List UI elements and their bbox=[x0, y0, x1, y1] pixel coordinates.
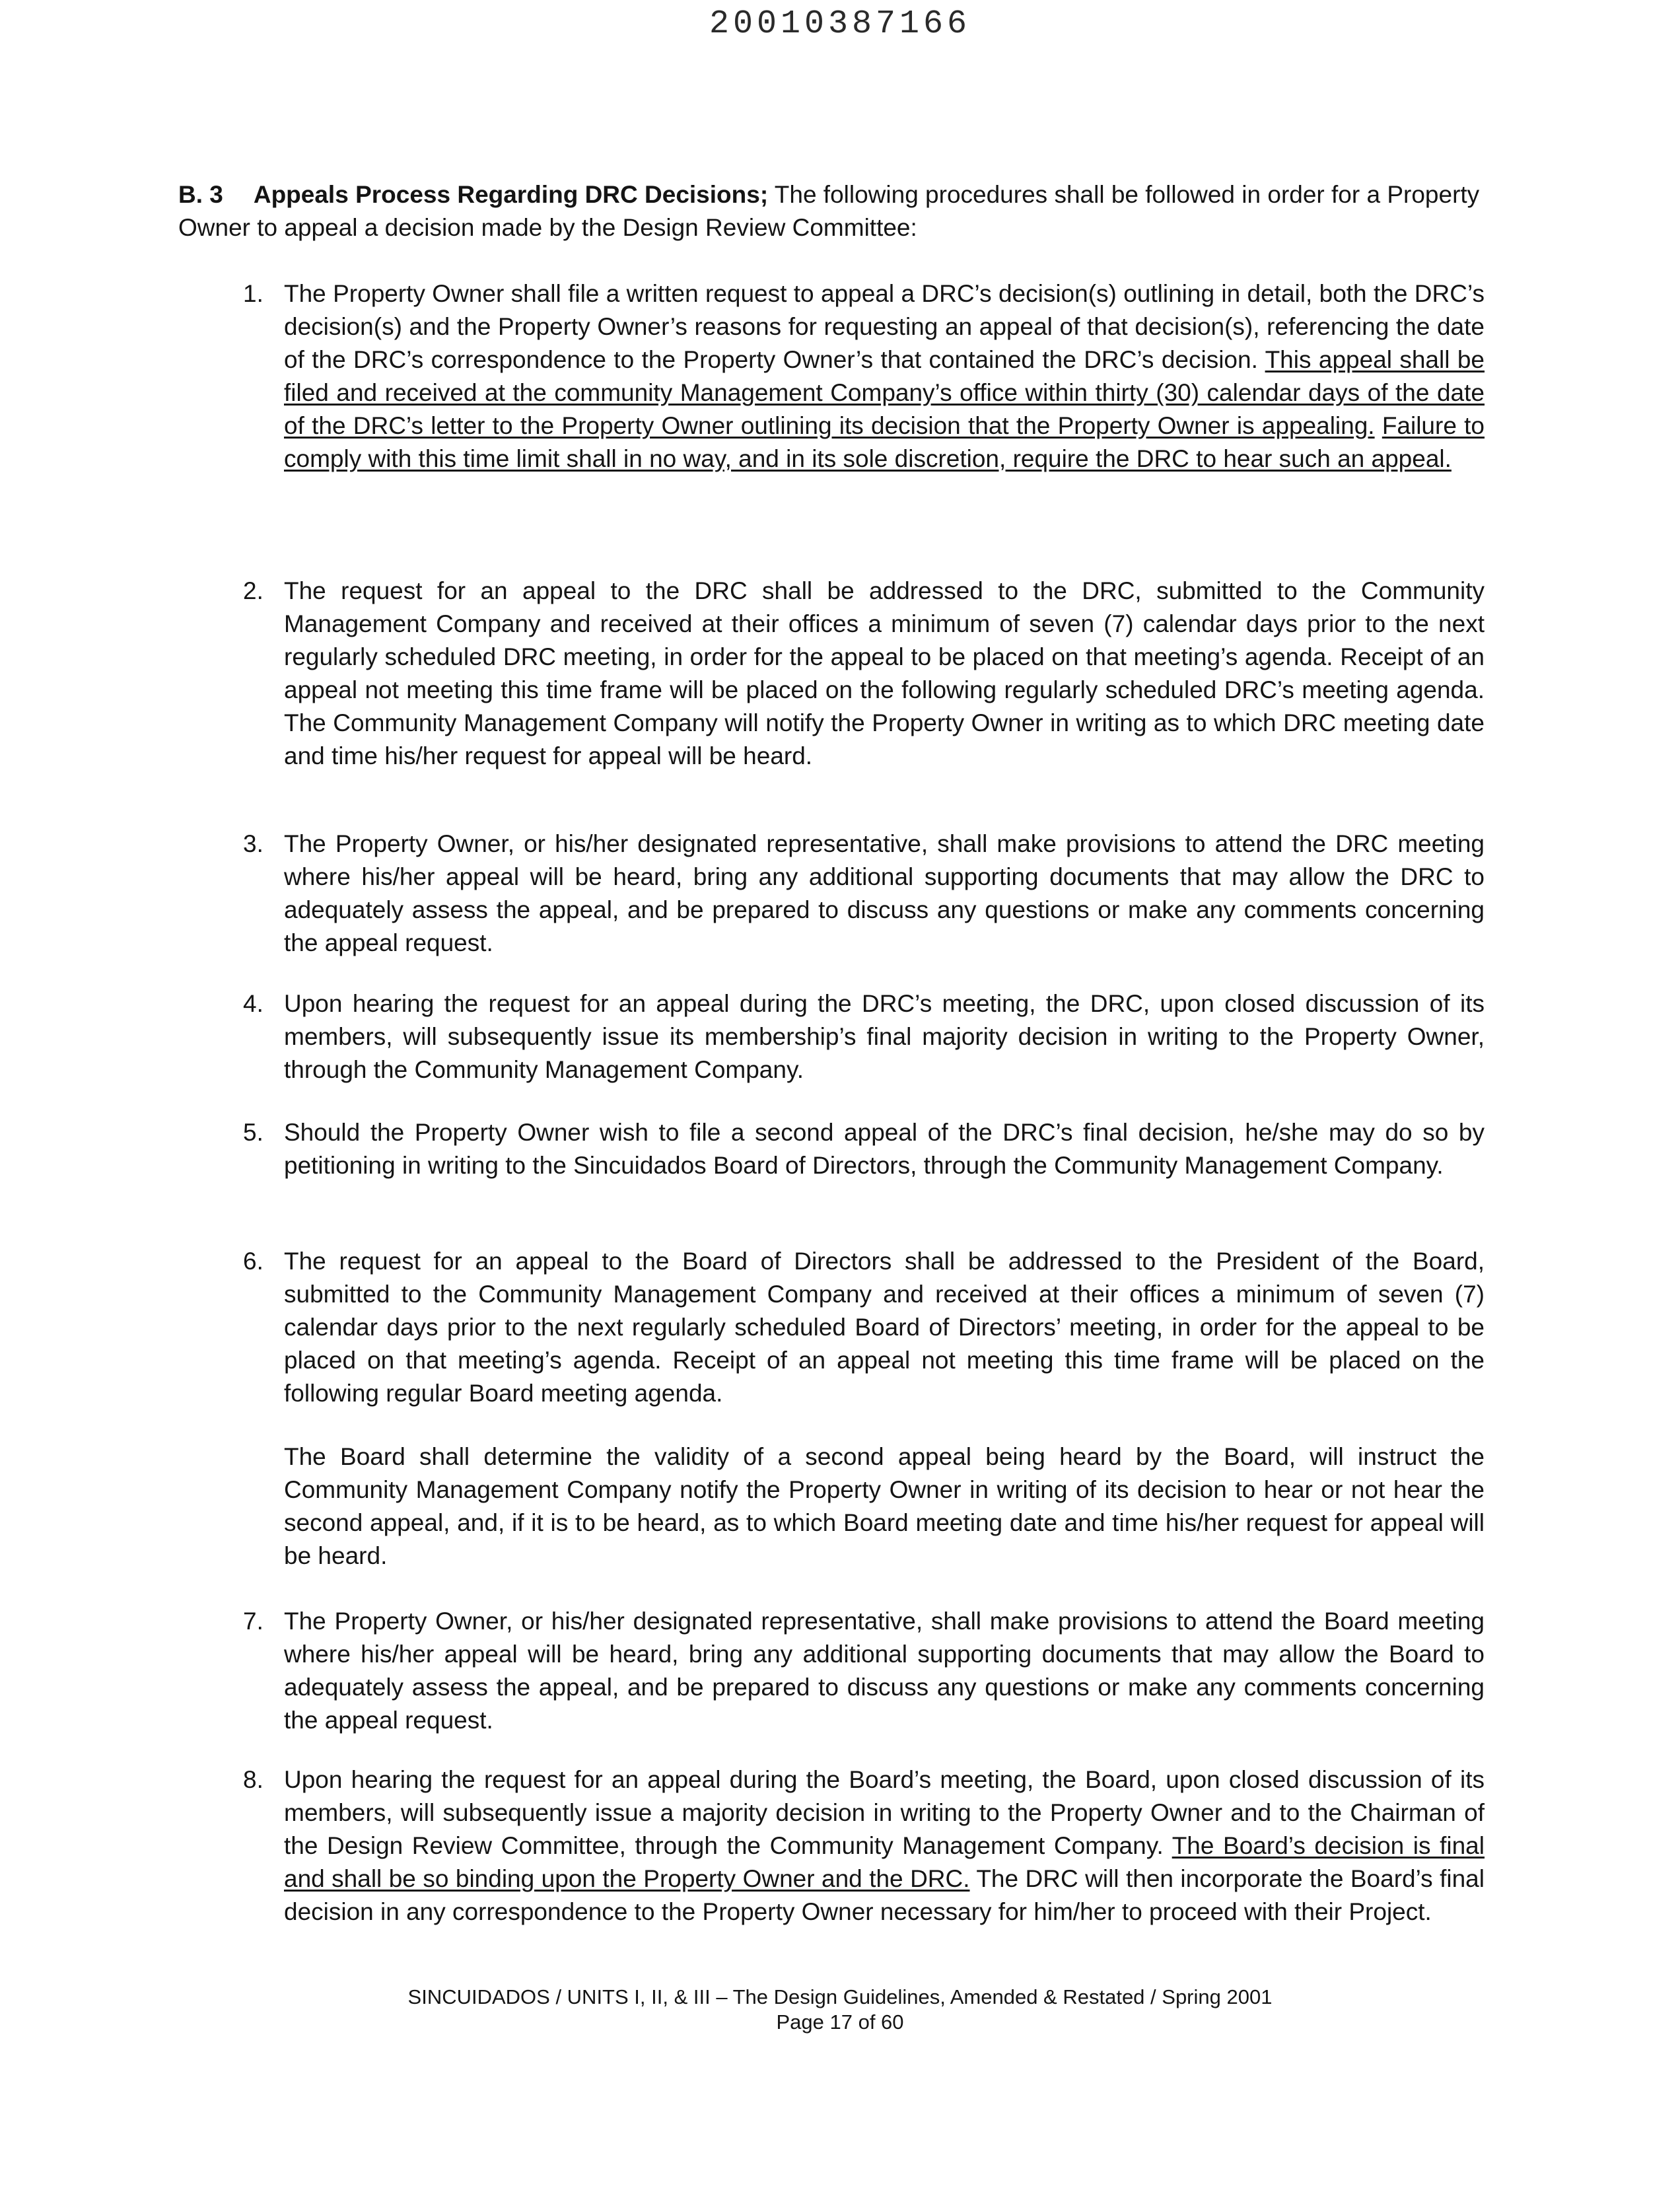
section-intro-text: The following procedures shall be followed in order for a Property Owner to appeal a decision made by the Design Review Committee: bbox=[178, 181, 1480, 241]
item-text: The Property Owner shall file a written request to appeal a DRC’s decision(s) outlining in detail, both the DRC’s decision(s) and the Property Owner’s reasons for requesting an appeal of that decision(s), referencing the date of the DRC’s correspondence to the Property Owner’s that contained the DRC’s decision. bbox=[284, 280, 1485, 373]
section-intro bbox=[178, 178, 1486, 244]
item-number: 1. bbox=[243, 280, 263, 307]
list-item-6 bbox=[243, 1245, 1485, 1573]
section-heading: Appeals Process Regarding DRC Decisions; bbox=[253, 181, 769, 208]
item-number: 4. bbox=[243, 990, 263, 1017]
item-text-2: The Board shall determine the validity of a second appeal being heard by the Board, will instruct the Community Management Company notify the Property Owner in writing of its decision to hear or not hear the second appeal, and, if it is to be heard, as to which Board meeting date and time his/her request for appeal will be heard. bbox=[284, 1443, 1485, 1569]
list-item-3 bbox=[243, 828, 1485, 960]
section-number: B. 3 bbox=[178, 181, 223, 208]
item-text: The request for an appeal to the DRC shall be addressed to the DRC, submitted to the Community Management Company and received at their offices a minimum of seven (7) calendar days prior to the next regularly scheduled DRC meeting, in order for the appeal to be placed on that meeting’s agenda. Receipt of an appeal not meeting this time frame will be placed on the following regularly scheduled DRC’s meeting agenda. The Community Management Company will notify the Property Owner in writing as to which DRC meeting date and time his/her request for appeal will be heard. bbox=[284, 577, 1485, 769]
item-number: 6. bbox=[243, 1248, 263, 1275]
document-number: 20010387166 bbox=[709, 5, 971, 43]
item-underlined-text: The Board’s decision is final and shall be so binding upon the Property Owner and the DRC. bbox=[284, 1832, 1485, 1892]
item-number: 2. bbox=[243, 577, 263, 604]
item-text: The request for an appeal to the Board of Directors shall be addressed to the President of the Board, submitted to the Community Management Company and received at their offices a minimum of seven (7) calendar days prior to the next regularly scheduled Board of Directors’ meeting, in order for the appeal to be placed on that meeting’s agenda. Receipt of an appeal not meeting this time frame will be placed on the following regular Board meeting agenda. bbox=[284, 1248, 1485, 1407]
footer-title: SINCUIDADOS / UNITS I, II, & III – The Design Guidelines, Amended & Restated / Spring 2001 bbox=[407, 1985, 1273, 2008]
list-item-5 bbox=[243, 1116, 1485, 1182]
item-number: 5. bbox=[243, 1119, 263, 1146]
item-text-after: The DRC will then incorporate the Board’s final decision in any correspondence to the Property Owner necessary for him/her to proceed with their Project. bbox=[284, 1865, 1485, 1925]
list-item-4 bbox=[243, 987, 1485, 1086]
list-item-8 bbox=[243, 1763, 1485, 1929]
item-underlined-text: This appeal shall be filed and received at the community Management Company’s office within thirty (30) calendar days of the date of the DRC’s letter to the Property Owner outlining its decision that the Property Owner is appealing. bbox=[284, 346, 1485, 439]
item-text: The Property Owner, or his/her designated representative, shall make provisions to attend the DRC meeting where his/her appeal will be heard, bring any additional supporting documents that may allow the DRC to adequately assess the appeal, and be prepared to discuss any questions or make any comments concerning the appeal request. bbox=[284, 830, 1485, 956]
list-item-2 bbox=[243, 575, 1485, 773]
item-number: 3. bbox=[243, 830, 263, 857]
list-item-7 bbox=[243, 1605, 1485, 1737]
item-text: Upon hearing the request for an appeal during the DRC’s meeting, the DRC, upon closed discussion of its members, will subsequently issue its membership’s final majority decision in writing to the Property Owner, through the Community Management Company. bbox=[284, 990, 1485, 1083]
item-text: The Property Owner, or his/her designated representative, shall make provisions to attend the Board meeting where his/her appeal will be heard, bring any additional supporting documents that may allow the Board to adequately assess the appeal, and be prepared to discuss any questions or make any comments concerning the appeal request. bbox=[284, 1608, 1485, 1734]
page-footer bbox=[0, 1985, 1680, 2035]
item-underlined-text-2: Failure to comply with this time limit shall in no way, and in its sole discretion, require the DRC to hear such an appeal. bbox=[284, 412, 1485, 472]
list-item-1 bbox=[243, 277, 1485, 476]
page-number: Page 17 of 60 bbox=[776, 2010, 904, 2034]
item-number: 8. bbox=[243, 1766, 263, 1793]
item-text: Upon hearing the request for an appeal during the Board’s meeting, the Board, upon closed discussion of its members, will subsequently issue a majority decision in writing to the Property Owner and to the Chairman of the Design Review Committee, through the Community Management Company. bbox=[284, 1766, 1485, 1859]
item-text: Should the Property Owner wish to file a second appeal of the DRC’s final decision, he/she may do so by petitioning in writing to the Sincuidados Board of Directors, through the Community Management Company. bbox=[284, 1119, 1485, 1179]
item-number: 7. bbox=[243, 1608, 263, 1635]
